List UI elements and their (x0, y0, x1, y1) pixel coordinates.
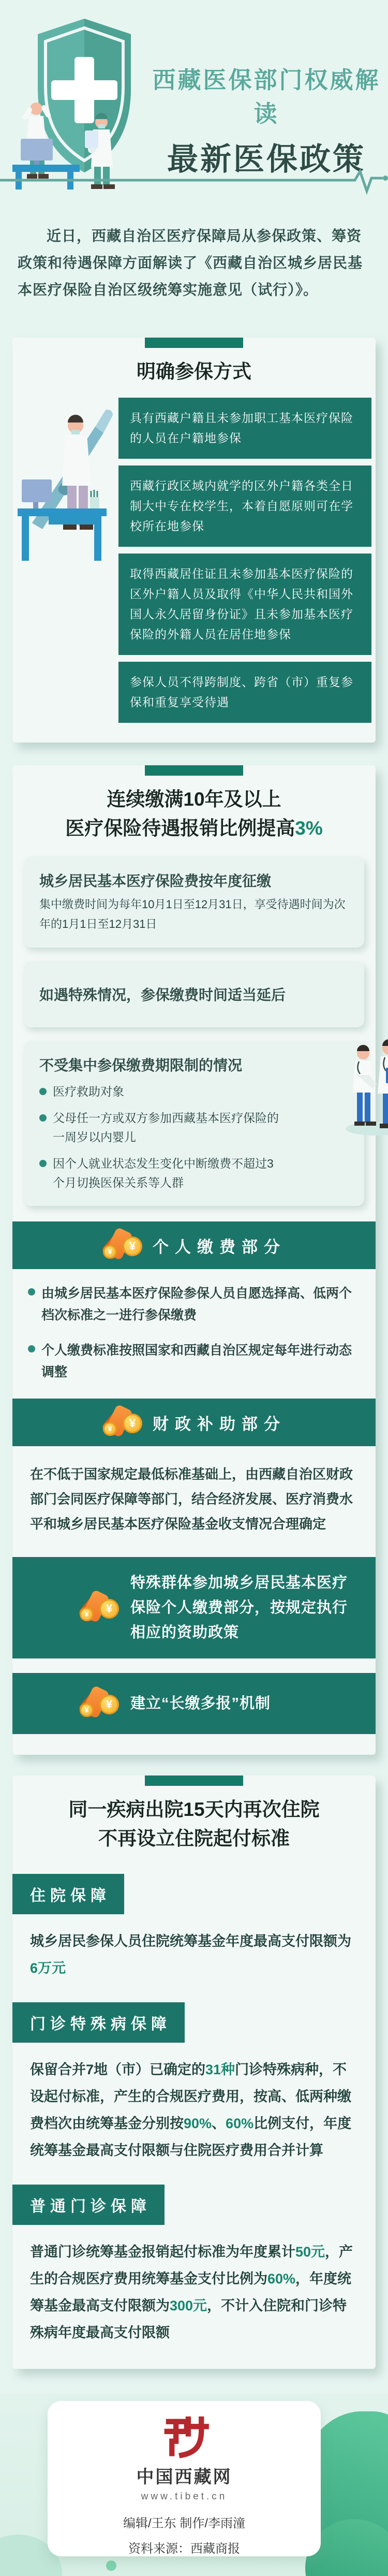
tag-special-outpatient: 门诊特殊病保障 (12, 2002, 185, 2043)
card-payment-title (23, 785, 365, 843)
green-dot-decoration (106, 2560, 116, 2571)
tibet-logo-icon (154, 2413, 214, 2458)
intro-section (0, 196, 388, 338)
personal-payment-bullets (28, 1283, 360, 1383)
card-top-bar (145, 1775, 243, 1786)
doctor-icon (18, 403, 118, 569)
card-enrollment (12, 338, 376, 743)
card-enrollment-body (12, 386, 376, 743)
doctors-icon (341, 1034, 388, 1137)
mechanism-banner (12, 1673, 376, 1734)
card-enrollment-title: 明确参保方式 (137, 361, 251, 382)
enrollment-rule-3: 取得西藏居住证且未参加基本医疗保险的区外户籍人员及取得《中华人民共和国外国人永久居留身份证》且未参加基本医疗保险的外籍人员在居住地参保 (118, 554, 371, 655)
enrollment-rule-4: 参保人员不得跨制度、跨省（市）重复参保和重复享受待遇 (118, 662, 371, 723)
delay-subcard: 如遇特殊情况，参保缴费时间适当延后 (24, 961, 364, 1027)
enrollment-rules-list (118, 398, 371, 723)
subsidy-banner (12, 1399, 376, 1446)
publisher-card (48, 2401, 321, 2556)
general-outpatient-paragraph: 普通门诊统筹基金报销起付标准为年度累计50元，产生的合规医疗费用统筹基金支付比例为60%，年度统筹基金最高支付限额为300元，不计入住院和门诊特殊病年度最高支付限额 (30, 2244, 353, 2340)
coins-icon: ¥ ¥ (79, 1686, 120, 1721)
exempt-bullet-2: 父母任一方或双方参加西藏基本医疗保险的一周岁以内婴儿 (39, 1109, 282, 1147)
special-groups-banner (12, 1557, 376, 1658)
exempt-bullet-3: 因个人就业状态发生变化中断缴费不超过3个月切换医保关系等人群 (39, 1154, 282, 1192)
payment-title-line1: 连续缴满10年及以上 (107, 789, 281, 810)
site-name: 中国西藏网 (136, 2467, 232, 2487)
exempt-subcard (24, 1041, 364, 1206)
shield-doctors-illustration (9, 9, 154, 191)
personal-bullet-1: 由城乡居民基本医疗保险参保人员自愿选择高、低两个档次标准之一进行参保缴费 (28, 1283, 360, 1326)
header-titles (150, 61, 383, 179)
site-url: www.tibet.cn (141, 2491, 228, 2502)
card-top-bar (145, 338, 243, 348)
benefits-title-line1: 同一疾病出院15天内再次住院 (68, 1799, 320, 1820)
bullet-dot-icon (39, 1160, 47, 1167)
enrollment-rule-1: 具有西藏户籍且未参加职工基本医疗保险的人员在户籍地参保 (118, 398, 371, 459)
special-groups-text: 特殊群体参加城乡居民基本医疗保险个人缴费部分，按规定执行相应的资助政策 (130, 1575, 348, 1641)
coins-icon: ¥ ¥ (102, 1405, 143, 1439)
coins-icon: ¥ ¥ (102, 1228, 143, 1262)
subsidy-label: 财政补助部分 (153, 1415, 286, 1433)
exempt-bullet-1: 医疗救助对象 (39, 1082, 349, 1101)
bullet-dot-icon (28, 1345, 35, 1352)
doctor-scalpel-illustration (12, 398, 118, 723)
tag-general-outpatient: 普通门诊保障 (12, 2185, 165, 2225)
heartbeat-divider-icon (0, 167, 388, 196)
enrollment-rule-2: 西藏行政区域内就学的区外户籍各类全日制大中专在校学生，本着自愿原则可在学校所在地参保 (118, 465, 371, 547)
coins-icon: ¥ ¥ (79, 1591, 120, 1625)
header (0, 0, 388, 196)
subsidy-paragraph: 在不低于国家规定最低标准基础上，由西藏自治区财政部门会同医疗保障等部门，结合经济发展、医疗消费水平和城乡居民基本医疗保险基金收支情况合理确定 (30, 1466, 353, 1532)
mechanism-text: 建立“长缴多报”机制 (130, 1695, 271, 1712)
page-title: 最新医保政策 (167, 142, 366, 177)
card-payment (12, 765, 376, 1755)
source: 资料来源：西藏商报 (128, 2542, 240, 2556)
special-outpatient-paragraph: 保留合并7地（市）已确定的31种门诊特殊病种，不设起付标准，产生的合规医疗费用，按高、低两种缴费档次由统筹基金分别按90%、60%比例支付，年度统筹基金最高支付限额与住院医疗费用合并计算 (30, 2062, 352, 2158)
payment-title-line2: 医疗保险待遇报销比例提高3% (65, 818, 323, 839)
card-top-bar (145, 765, 243, 776)
bullet-dot-icon (39, 1088, 47, 1095)
header-subtitle: 西藏医保部门权威解读 (152, 67, 381, 127)
bullet-dot-icon (28, 1288, 35, 1296)
hospitalization-paragraph: 城乡居民参保人员住院统筹基金年度最高支付限额为6万元 (30, 1933, 351, 1976)
personal-bullet-2: 个人缴费标准按照国家和西藏自治区规定每年进行动态调整 (28, 1340, 360, 1383)
exempt-title: 不受集中参保缴费期限制的情况 (39, 1057, 243, 1073)
annual-payment-body: 集中缴费时间为每年10月1日至12月31日，享受待遇时间为次年的1月1日至12月31日 (39, 898, 346, 930)
annual-payment-subcard (24, 856, 364, 948)
two-doctors-illustration (341, 1034, 388, 1137)
credits: 编辑/王东 制作/李雨潼 (123, 2516, 245, 2530)
card-benefits-title (23, 1795, 365, 1853)
personal-payment-label: 个人缴费部分 (153, 1238, 286, 1256)
benefits-title-line2: 不再设立住院起付标准 (98, 1828, 290, 1849)
shield-cross-icon (9, 9, 154, 191)
card-benefits (12, 1775, 376, 2369)
bullet-dot-icon (39, 1114, 47, 1122)
personal-payment-banner (12, 1221, 376, 1269)
annual-payment-title: 城乡居民基本医疗保险费按年度征缴 (39, 873, 272, 889)
footer (0, 2394, 388, 2576)
tag-hospitalization: 住院保障 (12, 1874, 124, 1914)
intro-paragraph: 近日，西藏自治区医疗保障局从参保政策、筹资政策和待遇保障方面解读了《西藏自治区城乡居民基本医疗保险自治区级统筹实施意见（试行）》。 (18, 228, 363, 298)
